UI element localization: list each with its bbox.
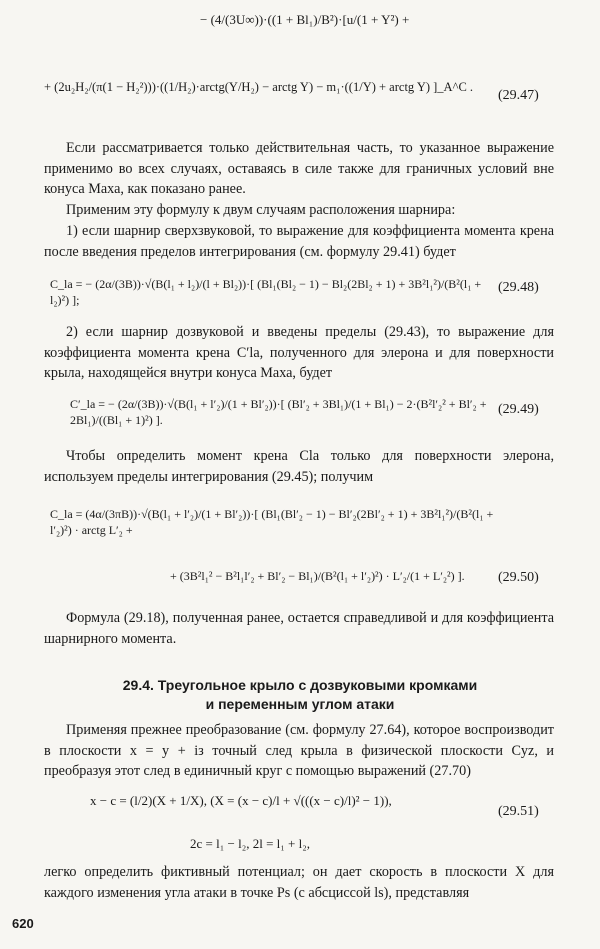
equation-29-48: C_la = − (2α/(3B))·√(B(l₁ + l₂)/(l + Bl₂))·[ (Bl₁(Bl₂ − 1) − Bl₂(2Bl₂ + 1) + 3B²l₁²)/(B²(l₁ + l₂)²) ];	[50, 277, 482, 307]
paragraph	[44, 322, 554, 384]
paragraph-text: Применим эту формулу к двум случаям расположения шарнира:	[66, 202, 456, 218]
section-heading	[0, 676, 600, 714]
section-heading-line-2: и переменным углом атаки	[205, 696, 395, 712]
equation-number: (29.49)	[498, 402, 539, 417]
equation-number: (29.48)	[498, 280, 539, 295]
paragraph-text: 2) если шарнир дозвуковой и введены пределы (29.43), то выражение для коэффициента момента крена C′la, полученного для элерона и для поверхности крыла, находящейся внутри конуса Маха, будет	[44, 324, 554, 381]
paragraph	[44, 446, 554, 488]
equation-29-51-line-2: 2c = l₁ − l₂, 2l = l₁ + l₂,	[190, 836, 311, 851]
paragraph	[44, 138, 554, 200]
equation-number: (29.50)	[498, 570, 539, 585]
paragraph-text: Формула (29.18), полученная ранее, остается справедливой и для коэффициента шарнирного момента.	[44, 610, 554, 647]
equation-29-50-line-1: C_la = (4α/(3πB))·√(B(l₁ + l′₂)/(1 + Bl′₂))·[ (Bl₁(Bl′₂ − 1) − Bl′₂(2Bl′₂ + 1) + 3B²l₁²)/(B²(l₁ + l′₂)²) · arctg L′₂ +	[50, 507, 494, 537]
paragraph	[44, 608, 554, 650]
paragraph	[44, 862, 554, 904]
paragraph-text: Если рассматривается только действительная часть, то указанное выражение применимо во всех случаях, оставаясь в силе также для граничных условий вне конуса Маха, как показано ранее.	[44, 140, 554, 197]
section-heading-line-1: 29.4. Треугольное крыло с дозвуковыми кромками	[122, 677, 478, 693]
equation-29-51-line-1: x − c = (l/2)(X + 1/X), (X = (x − c)/l + √(((x − c)/l)² − 1)),	[90, 793, 392, 808]
equation-29-47-line-2: + (2u₂H₂/(π(1 − H₂²)))·((1/H₂)·arctg(Y/H₂) − arctg Y) − m₁·((1/Y) + arctg Y) ]_A^C .	[44, 80, 474, 94]
paragraph-text: Применяя прежнее преобразование (см. формулу 27.64), которое воспроизводит в плоскости x = y + iз точный след крыла в физической плоскости Cyz, и преобразуя этот след в единичный круг с помощью выражений (27.70)	[44, 722, 554, 779]
paragraph	[44, 720, 554, 782]
equation-29-47-line-1: − (4/(3U∞))·((1 + Bl₁)/B²)·[u/(1 + Y²) +	[200, 12, 410, 27]
equation-29-49: C′_la = − (2α/(3B))·√(B(l₁ + l′₂)/(1 + Bl′₂))·[ (Bl′₂ + 3Bl₁)/(1 + Bl₁) − 2·(B²l′₂² + Bl′₂ + 2Bl₁)/((Bl₁ + 1)²) ].	[70, 397, 487, 427]
equation-number: (29.51)	[498, 804, 539, 819]
paragraph	[44, 221, 554, 263]
equation-29-50-line-2: + (3B²l₁² − B²l₁l′₂ + Bl′₂ − Bl₁)/(B²(l₁ + l′₂)²) · L′₂/(1 + L′₂²) ].	[170, 569, 465, 583]
page-number: 620	[12, 916, 34, 931]
equation-number: (29.47)	[498, 88, 539, 103]
paragraph	[44, 200, 554, 221]
paragraph-text: Чтобы определить момент крена Cla только для поверхности элерона, используем пределы интегрирования (29.45); получим	[44, 448, 554, 485]
paragraph-text: легко определить фиктивный потенциал; он дает скорость в плоскости X для каждого изменения угла атаки в точке Ps (с абсциссой ls), представляя	[44, 864, 554, 901]
paragraph-text: 1) если шарнир сверхзвуковой, то выражение для коэффициента момента крена после введения пределов интегрирования (см. формулу 29.41) будет	[44, 223, 554, 260]
